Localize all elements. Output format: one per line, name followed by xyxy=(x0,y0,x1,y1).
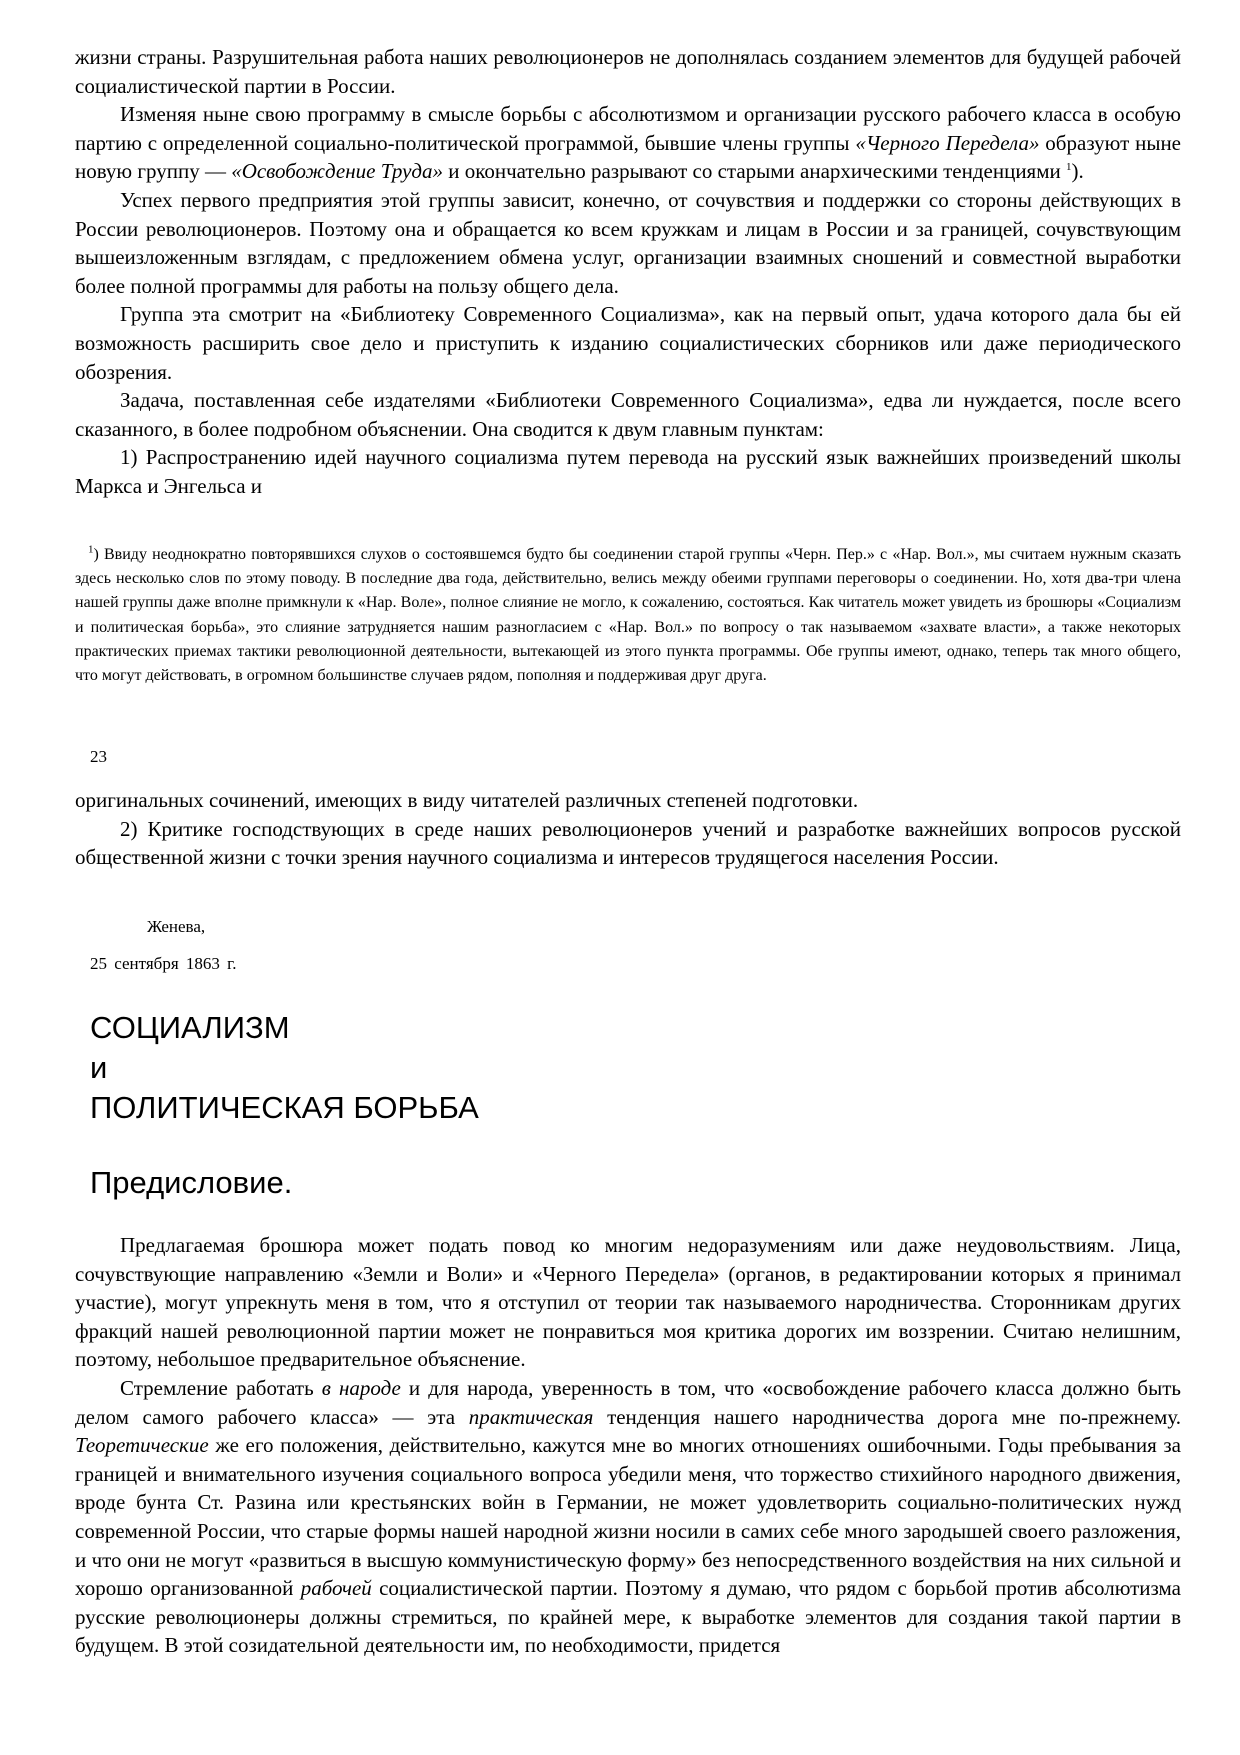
paragraph: Предлагаемая брошюра может подать повод ко многим недоразумениям или даже неудовольствиям. Лица, сочувствующие направлению «Земли и Воли» и «Черного Передела» (органов, в редактировании которых я принимал участие), могут упрекнуть меня в том, что я отступил от теории так называемого народничества. Сторонникам других фракций нашей революционной партии может не понравиться моя критика дорогих им воззрении. Считаю нелишним, поэтому, небольшое предварительное объяснение. xyxy=(75,1233,1181,1372)
footnote xyxy=(75,543,1181,688)
emphasis: практическая xyxy=(468,1404,594,1429)
paragraph xyxy=(75,1374,1181,1660)
page-number: 23 xyxy=(90,747,107,766)
title-line: СОЦИАЛИЗМ xyxy=(90,1010,290,1045)
text-run: ) Ввиду неоднократно повторявшихся слухов о состоявшемся будто бы соединении старой группы «Черн. Пер.» с «Нар. Вол.», мы считаем нужным сказать здесь несколько слов по этому поводу. В последние два года, действительно, велись между обеими группами переговоры о соединении. Но, хотя два-три члена нашей группы даже вполне примкнули к «Нар. Воле», полное слияние не могло, к сожалению, состояться. Как читатель может увидеть из брошюры «Социализм и политическая борьба», это слияние затрудняется нашим разногласием с «Нар. Вол.» по вопросу о так называемом «захвате власти», а также некоторых практических приемах тактики революционной деятельности, вытекающей из этого пункта программы. Обе группы имеют, однако, теперь так много общего, что могут действовать, в огромном большинстве случаев рядом, пополняя и поддерживая друг друга. xyxy=(75,546,1181,685)
footnote-ref: 1 xyxy=(1066,161,1072,174)
text-run: Стремление работать xyxy=(120,1375,322,1400)
footnote-marker: 1 xyxy=(88,543,94,556)
paragraph: 2) Критике господствующих в среде наших революционеров учений и разработке важнейших вопросов русской общественной жизни с точки зрения научного социализма и интересов трудящегося населения России. xyxy=(75,816,1181,870)
paragraph xyxy=(75,100,1181,186)
preface-text-block xyxy=(75,1231,1181,1660)
emphasis: Теоретические xyxy=(75,1433,209,1458)
title-line: ПОЛИТИЧЕСКАЯ БОРЬБА xyxy=(90,1090,479,1125)
signature-date: 25 сентября 1863 г. xyxy=(90,954,237,973)
mid-text-block xyxy=(75,786,1181,872)
emphasis: в народе xyxy=(321,1375,401,1400)
preface-heading: Предисловие. xyxy=(90,1165,293,1200)
emphasis: «Черного Передела» xyxy=(855,130,1040,155)
text-run: ). xyxy=(1071,159,1084,184)
paragraph: Успех первого предприятия этой группы зависит, конечно, от сочувствия и поддержки со стороны действующих в России революционеров. Поэтому она и обращается ко всем кружкам и лицам в России и за границей, сочувствующим вышеизложенным взглядам, с предложением обмена услуг, организации взаимных сношений и совместной выработки более полной программы для работы на пользу общего дела. xyxy=(75,187,1181,298)
footnote-text xyxy=(75,543,1181,688)
paragraph: жизни страны. Разрушительная работа наших революционеров не дополнялась созданием элементов для будущей рабочей социалистической партии в России. xyxy=(75,45,1181,98)
text-run: образуют ныне новую группу — xyxy=(75,130,1182,184)
paragraph: оригинальных сочинений, имеющих в виду читателей различных степеней подготовки. xyxy=(75,788,859,812)
text-run: же его положения, действительно, кажутся мне во многих отношениях ошибочными. Годы пребывания за границей и внимательного изучения социального вопроса убедили меня, что торжество стихийного народного движения, вроде бунта Ст. Разина или крестьянских войн в Германии, не может удовлетворить социально-политических нужд современной России, что старые формы нашей народной жизни носили в самих себе много зародышей своего разложения, и что они не могут «развиться в высшую коммунистическую форму» без непосредственного воздействия на них сильной и хорошо организованной xyxy=(75,1433,1181,1601)
signature-place: Женева, xyxy=(147,917,206,936)
emphasis: «Освобождение Труда» xyxy=(231,159,443,184)
top-text-block xyxy=(75,43,1181,501)
paragraph: Задача, поставленная себе издателями «Библиотеки Современного Социализма», едва ли нуждается, после всего сказанного, в более подробном объяснении. Она сводится к двум главным пунктам: xyxy=(75,388,1181,441)
text-run: и окончательно разрывают со старыми анархическими тенденциями xyxy=(442,159,1066,184)
title-line: и xyxy=(90,1050,108,1085)
text-run: тенденция нашего народничества дорога мне по-прежнему. xyxy=(593,1404,1181,1429)
text-run: социалистической партии. Поэтому я думаю, что рядом с борьбой против абсолютизма русские революционеры должны стремиться, по крайней мере, к выработке элементов для создания такой партии в будущем. В этой созидательной деятельности им, по необходимости, придется xyxy=(75,1576,1181,1658)
paragraph: 1) Распространению идей научного социализма путем перевода на русский язык важнейших произведений школы Маркса и Энгельса и xyxy=(75,445,1181,498)
text-run: Изменяя ныне свою программу в смысле борьбы с абсолютизмом и организации русского рабочего класса в особую партию с определенной социально-политической программой, бывшие члены группы xyxy=(75,102,1181,155)
paragraph: Группа эта смотрит на «Библиотеку Современного Социализма», как на первый опыт, удача которого дала бы ей возможность расширить свое дело и приступить к изданию социалистических сборников или даже периодического обозрения. xyxy=(75,302,1181,384)
text-run: и для народа, уверенность в том, что «освобождение рабочего класса должно быть делом самого рабочего класса» — эта xyxy=(75,1375,1181,1429)
emphasis: рабочей xyxy=(300,1576,372,1601)
